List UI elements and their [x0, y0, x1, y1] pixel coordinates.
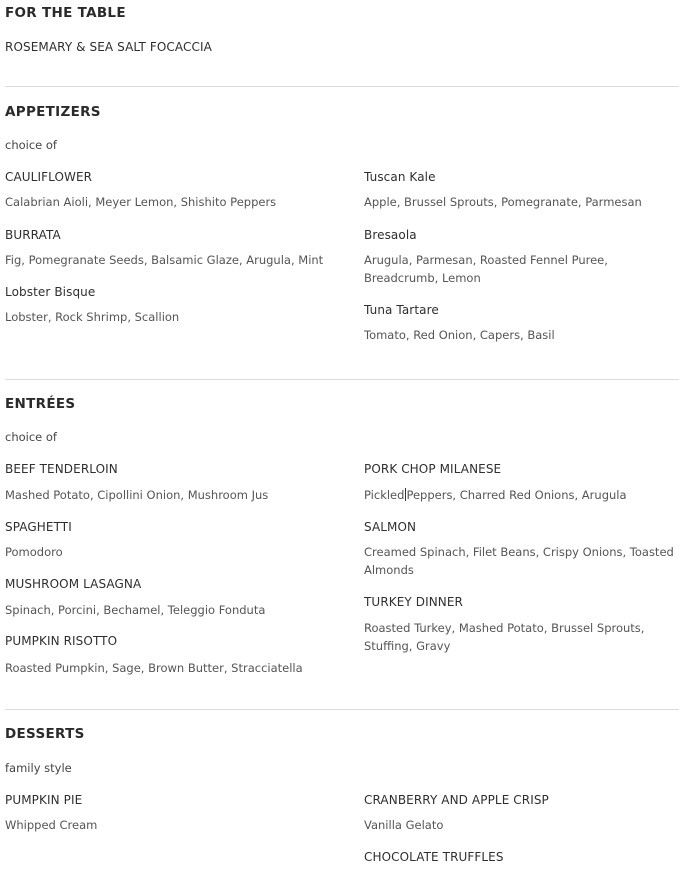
- item-desc-pumpkin-risotto: Roasted Pumpkin, Sage, Brown Butter, Stracciatella: [5, 661, 303, 675]
- item-name-lobster-bisque: Lobster Bisque: [5, 285, 96, 299]
- section-divider: [5, 379, 679, 380]
- item-desc-beef-tenderloin: Mashed Potato, Cipollini Onion, Mushroom Jus: [5, 488, 269, 502]
- item-desc-mushroom-lasagna: Spinach, Porcini, Bechamel, Teleggio Fonduta: [5, 603, 266, 617]
- item-name-bresaola: Bresaola: [364, 228, 417, 242]
- section-divider: [5, 86, 679, 87]
- item-desc-tuna-tartare: Tomato, Red Onion, Capers, Basil: [364, 328, 555, 342]
- item-desc-pumpkin-pie: Whipped Cream: [5, 818, 98, 832]
- item-desc-lobster-bisque: Lobster, Rock Shrimp, Scallion: [5, 310, 180, 324]
- section-divider: [5, 709, 679, 710]
- desc-text: Pickled: [364, 488, 405, 502]
- item-name-chocolate-truffles: CHOCOLATE TRUFFLES: [364, 850, 504, 864]
- section-subtitle-entrees: choice of: [5, 430, 57, 444]
- section-subtitle-desserts: family style: [5, 761, 72, 775]
- desc-text: Peppers, Charred Red Onions, Arugula: [406, 488, 627, 502]
- item-desc-tuscan-kale: Apple, Brussel Sprouts, Pomegranate, Parmesan: [364, 195, 642, 209]
- section-subtitle-appetizers: choice of: [5, 138, 57, 152]
- item-name-turkey-dinner: TURKEY DINNER: [364, 595, 463, 609]
- item-name-pork-chop-milanese: PORK CHOP MILANESE: [364, 462, 502, 476]
- item-desc-turkey-dinner: Roasted Turkey, Mashed Potato, Brussel Sprouts, Stuffing, Gravy: [364, 621, 645, 653]
- item-name-pumpkin-risotto: PUMPKIN RISOTTO: [5, 634, 118, 648]
- item-desc-bresaola: Arugula, Parmesan, Roasted Fennel Puree, Breadcrumb, Lemon: [364, 253, 608, 285]
- section-heading-entrees: ENTRÉES: [5, 396, 76, 412]
- item-name-spaghetti: SPAGHETTI: [5, 520, 72, 534]
- item-desc-spaghetti: Pomodoro: [5, 545, 63, 559]
- item-desc-cauliflower: Calabrian Aioli, Meyer Lemon, Shishito Peppers: [5, 195, 277, 209]
- item-desc-pork-chop-milanese: [364, 486, 627, 504]
- item-name-pumpkin-pie: PUMPKIN PIE: [5, 793, 83, 807]
- item-name-cauliflower: CAULIFLOWER: [5, 170, 93, 184]
- item-desc-burrata: Fig, Pomegranate Seeds, Balsamic Glaze, Arugula, Mint: [5, 253, 324, 267]
- section-heading-desserts: DESSERTS: [5, 726, 85, 742]
- item-name-beef-tenderloin: BEEF TENDERLOIN: [5, 462, 118, 476]
- item-name-burrata: BURRATA: [5, 228, 61, 242]
- item-name-tuscan-kale: Tuscan Kale: [364, 170, 436, 184]
- item-name-cranberry-apple-crisp: CRANBERRY AND APPLE CRISP: [364, 793, 549, 807]
- item-name-tuna-tartare: Tuna Tartare: [364, 303, 439, 317]
- section-heading-for-the-table: FOR THE TABLE: [5, 5, 126, 21]
- item-name-salmon: SALMON: [364, 520, 417, 534]
- item-name-focaccia: ROSEMARY & SEA SALT FOCACCIA: [5, 40, 212, 54]
- item-desc-salmon: Creamed Spinach, Filet Beans, Crispy Onions, Toasted Almonds: [364, 545, 674, 577]
- item-desc-cranberry-apple-crisp: Vanilla Gelato: [364, 818, 444, 832]
- item-name-mushroom-lasagna: MUSHROOM LASAGNA: [5, 577, 142, 591]
- section-heading-appetizers: APPETIZERS: [5, 104, 101, 120]
